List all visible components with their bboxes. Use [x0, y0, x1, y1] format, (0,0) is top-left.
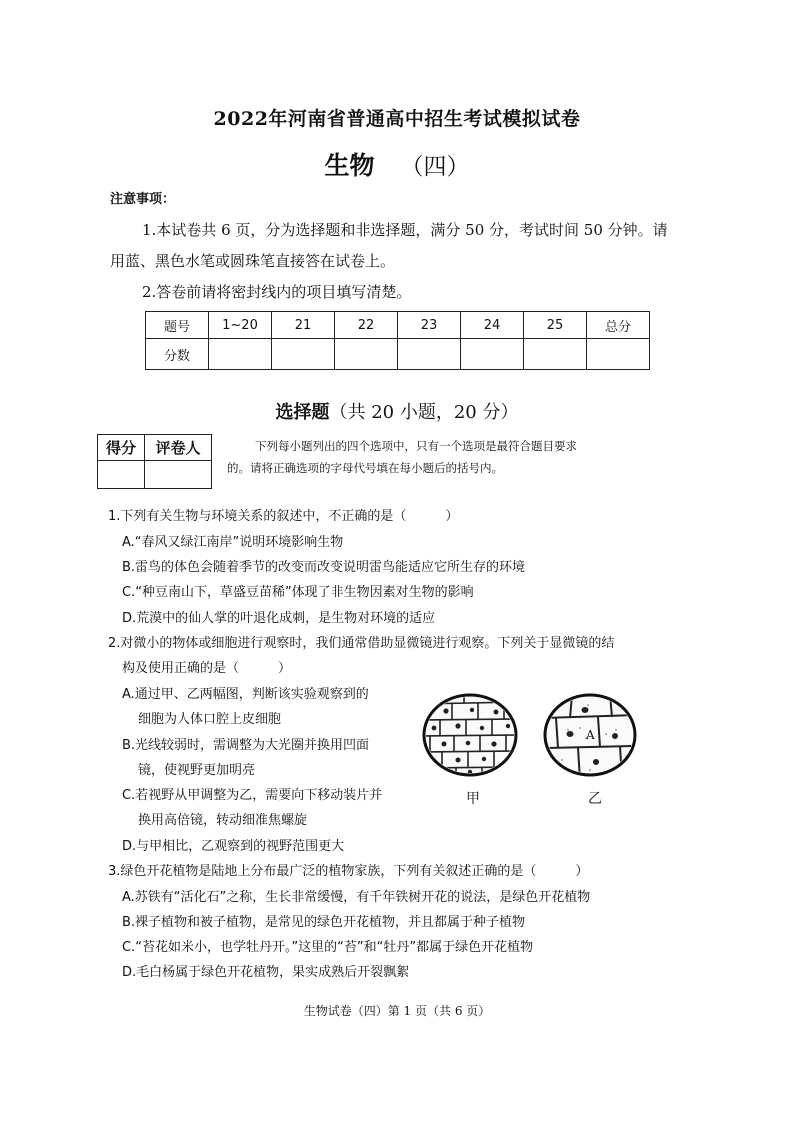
question-3-option-d: D.毛白杨属于绿色开花植物，果实成熟后开裂飘絮: [122, 965, 410, 980]
question-1-option-b: B.雷鸟的体色会随着季节的改变而改变说明雷鸟能适应它所生存的环境: [122, 560, 526, 575]
question-2-stem: 2.对微小的物体或细胞进行观察时，我们通常借助显微镜进行观察。下列关于显微镜的结: [108, 636, 615, 651]
section-info: （共 20 小题，20 分）: [329, 402, 519, 423]
grader-name-cell[interactable]: [145, 461, 212, 489]
page-footer: 生物试卷（四）第 1 页（共 6 页）: [303, 1004, 491, 1018]
exam-subject: [0, 146, 794, 182]
grader-score-cell[interactable]: [98, 461, 145, 489]
section-instruction-line1: 下列每小题列出的四个选项中，只有一个选项是最符合题目要求: [255, 439, 577, 453]
section-name: 选择题: [275, 402, 330, 423]
question-1-option-c: C.“种豆南山下，草盛豆苗稀”体现了非生物因素对生物的影响: [122, 585, 474, 600]
field-of-view-jia: [420, 690, 520, 780]
field-of-view-yi: [545, 695, 635, 780]
field-mark-a: A: [586, 728, 595, 742]
score-row-label: 分数: [146, 339, 209, 370]
grader-score-label: 得分: [98, 435, 145, 461]
figure-label-yi: 乙: [588, 791, 602, 807]
question-2-option-b: B.光线较弱时，需调整为大光圈并换用凹面: [122, 738, 370, 753]
score-table: [145, 311, 650, 370]
question-3-option-a: A.苏铁有“活化石”之称，生长非常缓慢，有千年铁树开花的说法，是绿色开花植物: [122, 890, 591, 905]
paper-number: （四）: [400, 154, 470, 180]
question-3-option-c: C.“苔花如米小，也学牡丹开。”这里的“苔”和“牡丹”都属于绿色开花植物: [122, 940, 534, 955]
score-header-cell: 题号: [146, 312, 209, 339]
section-instruction-line2: 的。请将正确选项的字母代号填在每小题后的括号内。: [227, 461, 503, 475]
score-header-cell: 总分: [587, 312, 650, 339]
question-1-option-a: A.“春风又绿江南岸”说明环境影响生物: [122, 535, 344, 550]
score-table-header-row: [146, 312, 650, 339]
score-header-cell: 25: [524, 312, 587, 339]
score-header-cell: 24: [461, 312, 524, 339]
question-2-option-b-continued: 镜，使视野更加明亮: [138, 763, 256, 778]
score-cell[interactable]: [209, 339, 272, 370]
question-3-option-b: B.裸子植物和被子植物，是常见的绿色开花植物，并且都属于种子植物: [122, 915, 526, 930]
figure-label-jia: 甲: [466, 791, 480, 807]
exam-title: 2022年河南省普通高中招生考试模拟试卷: [213, 108, 581, 130]
question-3-stem: 3.绿色开花植物是陆地上分布最广泛的植物家族，下列有关叙述正确的是（ ）: [108, 864, 589, 879]
score-header-cell: 22: [335, 312, 398, 339]
note-2: 2.答卷前请将密封线内的项目填写清楚。: [142, 283, 412, 301]
score-header-cell: 21: [272, 312, 335, 339]
notes-heading: 注意事项：: [110, 192, 176, 207]
score-cell[interactable]: [587, 339, 650, 370]
question-1-option-d: D.荒漠中的仙人掌的叶退化成刺，是生物对环境的适应: [122, 611, 436, 626]
grader-table: [97, 434, 212, 489]
question-2-option-c-continued: 换用高倍镜，转动细准焦螺旋: [138, 813, 308, 828]
score-header-cell: 23: [398, 312, 461, 339]
microscope-figure: [420, 690, 650, 810]
question-2-option-a: A.通过甲、乙两幅图，判断该实验观察到的: [122, 687, 369, 702]
score-table-score-row: [146, 339, 650, 370]
section-title: [0, 398, 794, 424]
subject-name: 生物: [324, 151, 375, 180]
score-cell[interactable]: [272, 339, 335, 370]
score-cell[interactable]: [398, 339, 461, 370]
question-2-option-d: D.与甲相比，乙观察到的视野范围更大: [122, 839, 345, 854]
score-cell[interactable]: [335, 339, 398, 370]
note-1-continued: 用蓝、黑色水笔或圆珠笔直接答在试卷上。: [110, 252, 396, 270]
score-cell[interactable]: [524, 339, 587, 370]
question-2-option-c: C.若视野从甲调整为乙，需要向下移动装片并: [122, 788, 383, 803]
note-1: 1.本试卷共 6 页，分为选择题和非选择题，满分 50 分，考试时间 50 分钟。请: [142, 221, 668, 239]
grader-name-label: 评卷人: [145, 435, 212, 461]
score-header-cell: 1~20: [209, 312, 272, 339]
score-cell[interactable]: [461, 339, 524, 370]
question-2-stem-continued: 构及使用正确的是（ ）: [122, 661, 292, 676]
question-1-stem: 1.下列有关生物与环境关系的叙述中，不正确的是（ ）: [108, 509, 459, 524]
question-2-option-a-continued: 细胞为人体口腔上皮细胞: [138, 712, 282, 727]
